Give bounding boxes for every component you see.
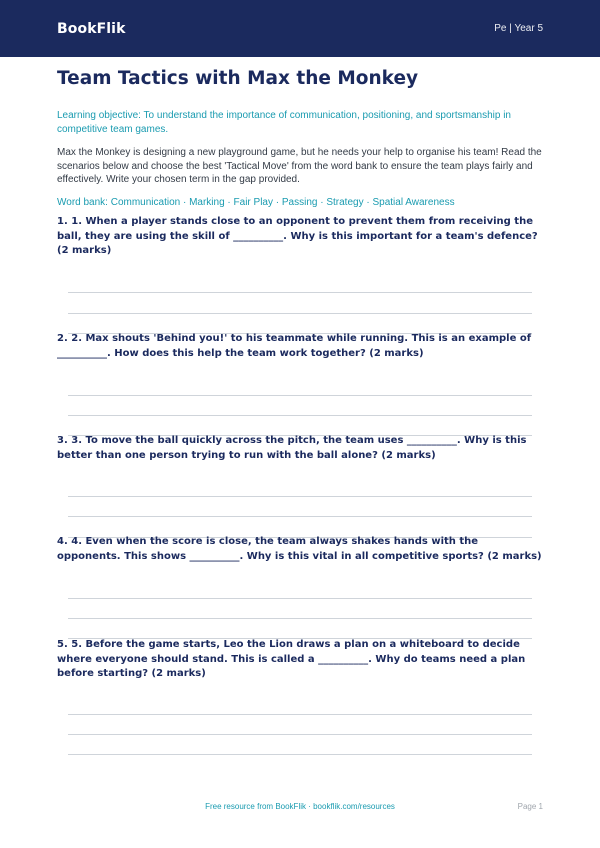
answer-line[interactable] — [68, 598, 532, 599]
answer-line[interactable] — [68, 415, 532, 416]
answer-line[interactable] — [68, 395, 532, 396]
answer-line[interactable] — [68, 734, 532, 735]
question-1 — [57, 215, 543, 259]
question-text: 5. 5. Before the game starts, Leo the Lion draws a plan on a whiteboard to decide where everyone should stand. This is called a __________. Why do teams need a plan before starting? (2 marks) — [57, 639, 526, 679]
question-text: 2. 2. Max shouts 'Behind you!' to his teammate while running. This is an example of __________. How does this help the team work together? (2 marks) — [57, 333, 532, 359]
question-text: 4. 4. Even when the score is close, the team always shakes hands with the opponents. This shows __________. Why is this vital in all competitive sports? (2 marks) — [57, 536, 542, 562]
footer-credit[interactable]: Free resource from BookFlik · bookflik.com/resources — [205, 802, 395, 811]
answer-line[interactable] — [68, 754, 532, 755]
question-4 — [57, 535, 543, 564]
answer-line[interactable] — [68, 714, 532, 715]
worksheet-title: Team Tactics with Max the Monkey — [57, 68, 419, 89]
question-text: 3. 3. To move the ball quickly across the pitch, the team uses __________. Why is this better than one person trying to run with the ball alone? (2 marks) — [57, 435, 527, 461]
worksheet-body — [57, 57, 543, 209]
question-text: 1. 1. When a player stands close to an opponent to prevent them from receiving the ball, they are using the skill of __________. Why is this important for a team's defence? (2 marks) — [57, 216, 538, 256]
answer-line[interactable] — [68, 313, 532, 314]
word-bank: Word bank: Communication · Marking · Fair Play · Passing · Strategy · Spatial Awareness — [57, 196, 455, 208]
question-5 — [57, 638, 543, 682]
question-2 — [57, 332, 543, 361]
question-3 — [57, 434, 543, 463]
answer-line[interactable] — [68, 516, 532, 517]
brand-logo[interactable]: BookFlik — [57, 20, 126, 37]
intro-paragraph: Max the Monkey is designing a new playground game, but he needs your help to organise his team! Read the scenarios below and choose the best 'Tactical Move' from the word bank to ensure the team plays fairly and effectively. Write your chosen term in the gap provided. — [57, 147, 542, 185]
subject-year-label: Pe | Year 5 — [494, 23, 543, 34]
header-bar — [0, 0, 600, 57]
answer-line[interactable] — [68, 496, 532, 497]
answer-line[interactable] — [68, 618, 532, 619]
learning-objective: Learning objective: To understand the importance of communication, positioning, and sportsmanship in competitive team games. — [57, 110, 511, 135]
answer-line[interactable] — [68, 292, 532, 293]
page-number: Page 1 — [517, 802, 543, 811]
